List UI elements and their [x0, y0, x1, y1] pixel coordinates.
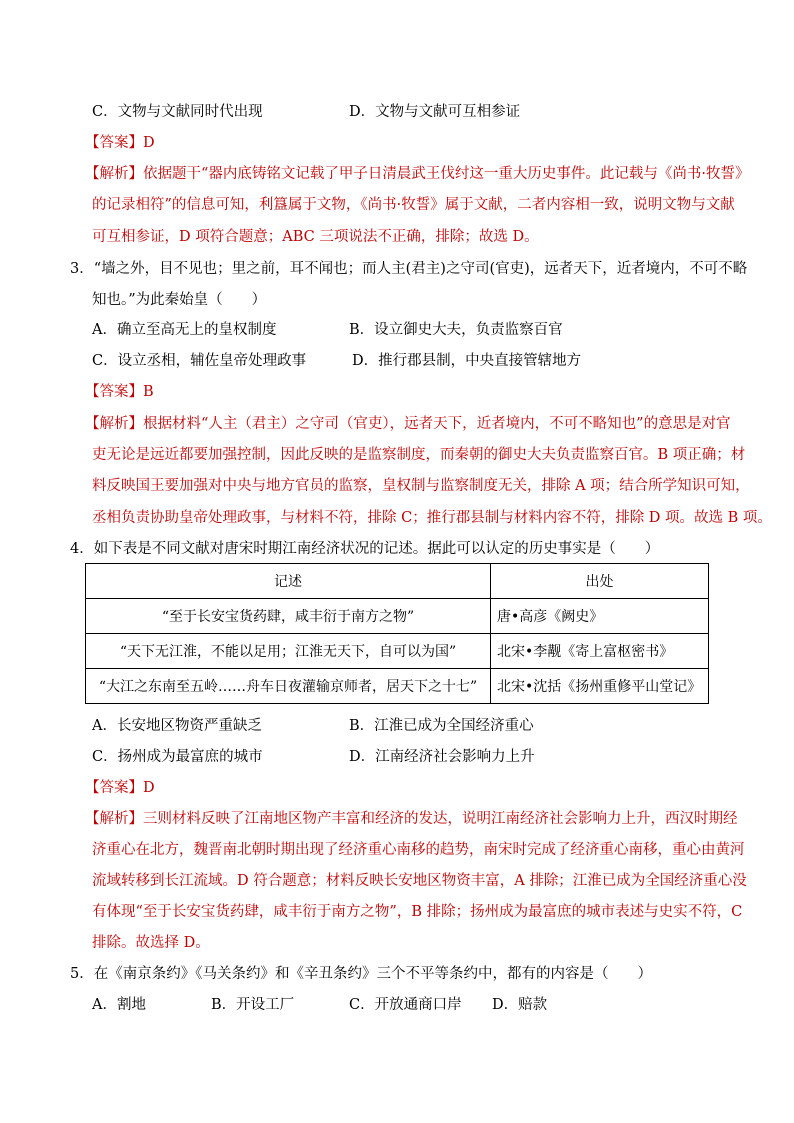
- q3-option-b: B．设立御史大夫，负责监察百官: [349, 322, 563, 338]
- q4-option-b: B．江淮已成为全国经济重心: [349, 718, 534, 734]
- answer-label: 【答案】: [85, 384, 143, 400]
- answer-label: 【答案】: [85, 135, 143, 151]
- q2-analysis-line-1: [85, 162, 750, 186]
- q5-option-c: C．开放通商口岸: [349, 997, 462, 1013]
- q2-answer: [85, 131, 155, 155]
- q4-option-a: A．长安地区物资严重缺乏: [92, 718, 262, 734]
- table-header-record: 记述: [86, 564, 491, 599]
- table-header-row: [86, 564, 709, 599]
- q2-analysis-line-3: 可互相参证，D 项符合题意；ABC 三项说法不正确，排除；故选 D。: [92, 229, 539, 245]
- q3-option-a: A．确立至高无上的皇权制度: [92, 322, 277, 338]
- q5-stem: 5．在《南京条约》《马关条约》和《辛丑条约》三个不平等条约中，都有的内容是（ ）: [70, 966, 652, 982]
- answer-label: 【答案】: [85, 780, 143, 796]
- q3-analysis-line-3: 料反映国王要加强对中央与地方官员的监察，皇权制与监察制度无关，排除 A 项；结合所学知识可知，: [92, 478, 750, 494]
- q2-analysis-line-2: 的记录相符”的信息可知，利簋属于文物，《尚书·牧誓》属于文献，二者内容相一致，说明文物与文献: [92, 197, 735, 213]
- table-cell-source: 北宋•李觏《寄上富枢密书》: [491, 634, 709, 669]
- analysis-label: 【解析】: [85, 811, 143, 827]
- analysis-label: 【解析】: [85, 166, 143, 182]
- q4-option-c: C．扬州成为最富庶的城市: [92, 749, 263, 765]
- table-cell-source: 北宋•沈括《扬州重修平山堂记》: [491, 669, 709, 704]
- q4-analysis-line-2: 济重心在北方，魏晋南北朝时期出现了经济重心南移的趋势，南宋时完成了经济重心南移，重心由黄河: [92, 842, 745, 858]
- q4-analysis-line-1: [85, 807, 738, 831]
- q2-option-c: C．文物与文献同时代出现: [92, 104, 263, 120]
- table-row: [86, 599, 709, 634]
- q3-option-d: D．推行郡县制，中央直接管辖地方: [352, 353, 582, 369]
- q2-option-d: D．文物与文献可互相参证: [349, 104, 521, 120]
- q5-option-a: A．割地: [92, 997, 146, 1013]
- answer-value: D: [143, 135, 155, 151]
- analysis-text: 依据题干“器内底铸铭文记载了甲子日清晨武王伐纣这一重大历史事件。此记载与《尚书·牧誓》: [143, 166, 750, 182]
- q4-analysis-line-4: 有体现“至于长安宝货药肆，咸丰衍于南方之物”，B 排除；扬州成为最富庶的城市表述与史实不符，C: [92, 904, 743, 920]
- table-row: [86, 634, 709, 669]
- analysis-label: 【解析】: [85, 416, 143, 432]
- q5-option-d: D．赔款: [492, 997, 548, 1013]
- analysis-text: 三则材料反映了江南地区物产丰富和经济的发达，说明江南经济社会影响力上升，西汉时期经: [143, 811, 738, 827]
- q3-stem-line-1: 3．“墙之外，目不见也；里之前，耳不闻也；而人主(君主)之守司(官吏)，远者天下，近者境内，不可不略: [70, 261, 748, 277]
- answer-value: B: [143, 384, 154, 400]
- q4-source-table: [85, 563, 709, 704]
- q3-stem-line-2: 知也。”为此秦始皇（ ）: [92, 292, 267, 308]
- table-cell-record: “天下无江淮，不能以足用；江淮无天下，自可以为国”: [86, 634, 491, 669]
- analysis-text: 根据材料“人主（君主）之守司（官吏），远者天下，近者境内，不可不略知也”的意思是对官: [143, 416, 731, 432]
- table-cell-record: “至于长安宝货药肆，咸丰衍于南方之物”: [86, 599, 491, 634]
- q4-answer: [85, 776, 155, 800]
- q3-analysis-line-1: [85, 412, 731, 436]
- q4-analysis-line-3: 流域转移到长江流域。D 符合题意；材料反映长安地区物资丰富，A 排除；江淮已成为全国经济重心没: [92, 873, 747, 889]
- q4-option-d: D．江南经济社会影响力上升: [349, 749, 535, 765]
- q3-option-c: C．设立丞相，辅佐皇帝处理政事: [92, 353, 307, 369]
- answer-value: D: [143, 780, 155, 796]
- table-header-source: 出处: [491, 564, 709, 599]
- q3-analysis-line-2: 吏无论是远近都要加强控制，因此反映的是监察制度，而秦朝的御史大夫负责监察百官。B 项正确；材: [92, 447, 746, 463]
- q4-analysis-line-5: 排除。故选择 D。: [92, 935, 210, 951]
- q4-stem: 4．如下表是不同文献对唐宋时期江南经济状况的记述。据此可以认定的历史事实是（ ）: [70, 541, 660, 557]
- q3-answer: [85, 380, 154, 404]
- table-cell-source: 唐•高彦《阙史》: [491, 599, 709, 634]
- table-row: [86, 669, 709, 704]
- table-cell-record: “大江之东南至五岭……舟车日夜灌输京师者，居天下之十七”: [86, 669, 491, 704]
- q5-option-b: B．开设工厂: [211, 997, 295, 1013]
- q3-analysis-line-4: 丞相负责协助皇帝处理政事，与材料不符，排除 C；推行郡县制与材料内容不符，排除 D 项。故选 B 项。: [92, 510, 772, 526]
